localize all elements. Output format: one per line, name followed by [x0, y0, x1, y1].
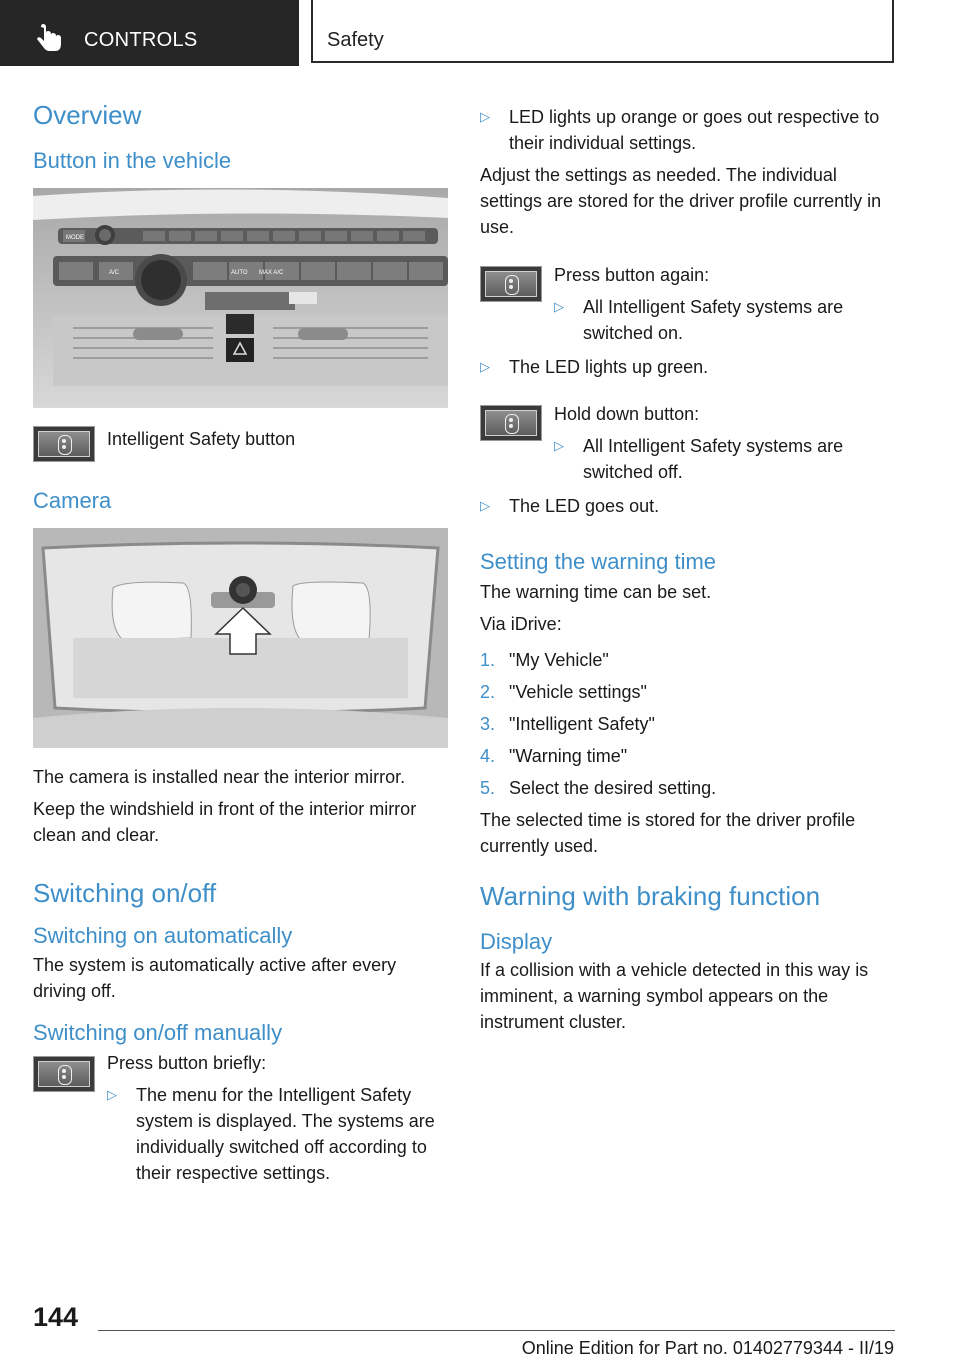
triangle-bullet-icon: ▷ — [480, 359, 490, 374]
warning-time-paragraph: The warning time can be set. — [480, 582, 712, 603]
triangle-bullet-icon: ▷ — [480, 498, 490, 513]
list-item: 5. Select the desired setting. — [480, 778, 717, 799]
list-item: 1. "My Vehicle" — [480, 650, 609, 671]
camera-paragraph-1: The camera is installed near the interior mirror. — [33, 766, 406, 787]
auto-paragraph: The system is automatically active after every driving off. — [33, 954, 397, 1001]
triangle-bullet-icon: ▷ — [107, 1086, 117, 1102]
header-section-label: CONTROLS — [84, 29, 198, 51]
bullet-led-green: ▷ The LED lights up green. — [480, 354, 892, 380]
via-idrive-text: Via iDrive: — [480, 614, 562, 635]
idrive-steps-list — [480, 647, 892, 801]
footer-divider — [98, 1330, 895, 1331]
hold-down-text: Hold down button: — [554, 404, 700, 424]
auto-label: AUTO — [231, 269, 248, 276]
heading-switching-on-off: Switching on/off — [33, 877, 217, 908]
figure-camera — [33, 528, 448, 748]
header-chapter-title: Safety — [327, 29, 384, 51]
mode-label: MODE — [66, 234, 84, 241]
press-again-text: Press button again: — [554, 265, 710, 285]
triangle-bullet-icon: ▷ — [480, 109, 490, 124]
heading-display: Display — [480, 928, 553, 954]
footer-edition: Online Edition for Part no. 01402779344 - II/19 — [521, 1338, 894, 1358]
left-column — [33, 100, 449, 1200]
camera-illustration — [33, 528, 448, 748]
intelligent-safety-button-icon-4 — [480, 405, 542, 441]
heading-button-in-vehicle: Button in the vehicle — [33, 148, 232, 174]
intelligent-safety-button-row — [33, 426, 449, 478]
display-paragraph: If a collision with a vehicle detected in this way is imminent, a warning symbol appears on the instrument cluster. — [480, 959, 869, 1032]
ac-label: A/C — [109, 269, 120, 276]
bullet-menu-displayed: ▷ The menu for the Intelligent Safety system is displayed. The systems are individually switched off according to their respective settings. — [107, 1082, 437, 1186]
intelligent-safety-button-icon-2 — [33, 1056, 95, 1092]
triangle-bullet-icon: ▷ — [554, 299, 564, 314]
adjust-paragraph: Adjust the settings as needed. The individual settings are stored for the driver profile currently in use. — [480, 165, 882, 237]
heading-overview: Overview — [33, 100, 142, 130]
hand-pointer-icon — [34, 24, 64, 54]
list-item: 3. "Intelligent Safety" — [480, 714, 655, 735]
heading-camera: Camera — [33, 487, 112, 513]
stored-time-paragraph: The selected time is stored for the driver profile currently used. — [480, 810, 856, 857]
bullet-led-orange: ▷ LED lights up orange or goes out respective to their individual settings. — [480, 104, 892, 156]
heading-warning-braking: Warning with braking function — [480, 881, 821, 912]
page-number: 144 — [33, 1302, 79, 1332]
figure-center-console — [33, 188, 448, 408]
heading-switching-on-automatically: Switching on automatically — [33, 923, 293, 949]
triangle-bullet-icon: ▷ — [554, 438, 564, 453]
header-section-tab — [0, 0, 299, 66]
bullet-systems-off: ▷ All Intelligent Safety systems are switched off. — [554, 433, 884, 485]
maxac-label: MAX A/C — [259, 269, 284, 276]
press-again-block — [480, 262, 892, 348]
heading-setting-warning-time: Setting the warning time — [480, 549, 717, 574]
heading-switching-on-off-manually: Switching on/off manually — [33, 1019, 283, 1045]
bullet-systems-on: ▷ All Intelligent Safety systems are switched on. — [554, 294, 884, 346]
hold-down-block — [480, 401, 892, 487]
press-briefly-text: Press button briefly: — [107, 1052, 267, 1073]
camera-paragraph-2: Keep the windshield in front of the interior mirror clean and clear. — [33, 798, 417, 845]
bullet-led-out: ▷ The LED goes out. — [480, 493, 892, 519]
list-item: 2. "Vehicle settings" — [480, 682, 647, 703]
intelligent-safety-button-caption: Intelligent Safety button — [107, 428, 296, 449]
header-title-box — [311, 0, 894, 63]
press-briefly-block — [33, 1050, 449, 1200]
intelligent-safety-button-icon-3 — [480, 266, 542, 302]
list-item: 4. "Warning time" — [480, 746, 628, 767]
intelligent-safety-button-icon — [33, 426, 95, 462]
center-console-illustration — [33, 188, 448, 408]
right-column — [480, 104, 892, 1035]
